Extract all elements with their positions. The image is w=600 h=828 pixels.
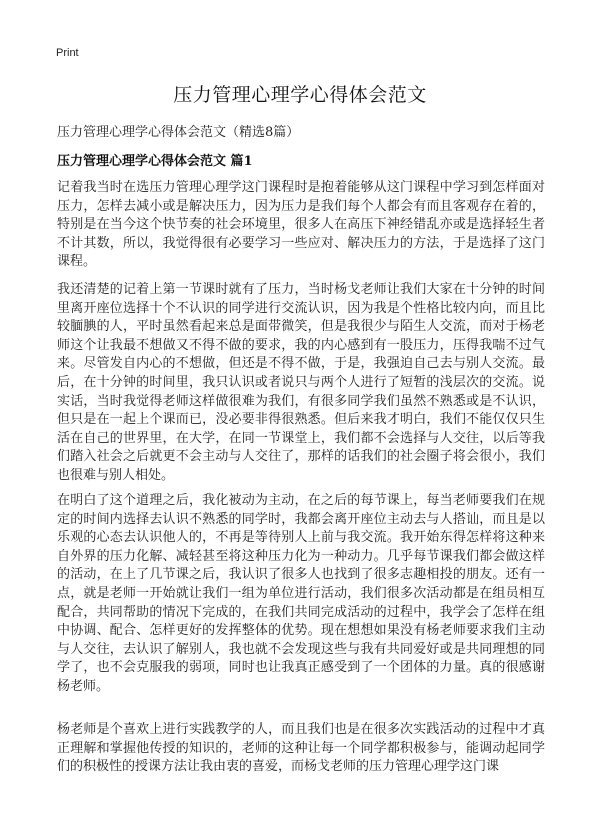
paragraph-4: 杨老师是个喜欢上进行实践教学的人，而且我们也是在很多次实践活动的过程中才真正理解和掌握他传授的知识的，老师的这种让每一个同学都积极参与，能调动起同学们的积极性的授课方法让我由衷的喜爱，而杨戈老师的压力管理心理学这门课 <box>57 722 545 775</box>
paragraph-3: 在明白了这个道理之后，我化被动为主动，在之后的每节课上，每当老师要我们在规定的时间内选择去认识不熟悉的同学时，我都会离开座位主动去与人搭讪，而且是以乐观的心态去认识他人的，不再是等待别人上前与我交流。我开始东得怎样将这种来自外界的压力化解、减轻甚至将这种压力化为一种动力。几乎每节课我们都会做这样的活动，在上了几节课之后，我认识了很多人也找到了很多志趣相投的朋友。还有一点，就是老师一开始就让我们一组为单位进行活动，我们很多次活动都是在组员相互配合，共同帮助的情况下完成的，在我们共同完成活动的过程中，我学会了怎样在组中协调、配合、怎样更好的发挥整体的优势。现在想想如果没有杨老师要求我们主动与人交往，去认识了解别人，我也就不会发现这些与我有共同爱好或是共同理想的同学了，也不会克服我的弱项，同时也让我真正感受到了一个团体的力量。真的很感谢杨老师。 <box>57 493 545 694</box>
page-title: 压力管理心理学心得体会范文 <box>173 84 427 106</box>
print-link[interactable]: Print <box>56 47 79 59</box>
document-subtitle: 压力管理心理学心得体会范文（精选8篇） <box>57 125 300 140</box>
section-heading: 压力管理心理学心得体会范文 篇1 <box>57 154 253 169</box>
paragraph-2: 我还清楚的记着上第一节课时就有了压力，当时杨戈老师让我们大家在十分钟的时间里离开座位选择十个不认识的同学进行交流认识，因为我是个性格比较内向，而且比较腼腆的人，平时虽然看起来总是面带微笑，但是我很少与陌生人交流，而对于杨老师这个让我最不想做又不得不做的要求，我的内心感到有一股压力，压得我喘不过气来。尽管发自内心的不想做，但还是不得不做，于是，我强迫自己去与别人交流。最后，在十分钟的时间里，我只认识或者说只与两个人进行了短暂的浅层次的交流。说实话，当时我觉得老师这样做很难为我们，有很多同学我们虽然不熟悉或是不认识，但只是在一起上个课而已，没必要非得很熟悉。但后来我才明白，我们不能仅仅只生活在自己的世界里，在大学，在同一节课堂上，我们都不会选择与人交往，以后等我们踏入社会之后就更不会主动与人交往了，那样的话我们的社会圈子将会很小，我们也很难与别人相处。 <box>57 282 545 483</box>
paragraph-1: 记着我当时在选压力管理心理学这门课程时是抱着能够从这门课程中学习到怎样面对压力，怎样去减小或是解决压力，因为压力是我们每个人都会有而且客观存在着的，特别是在当今这个快节奏的社会环境里，很多人在高压下神经错乱亦或是选择轻生者不计其数，所以，我觉得很有必要学习一些应对、解决压力的方法，于是选择了这门课程。 <box>57 180 545 270</box>
